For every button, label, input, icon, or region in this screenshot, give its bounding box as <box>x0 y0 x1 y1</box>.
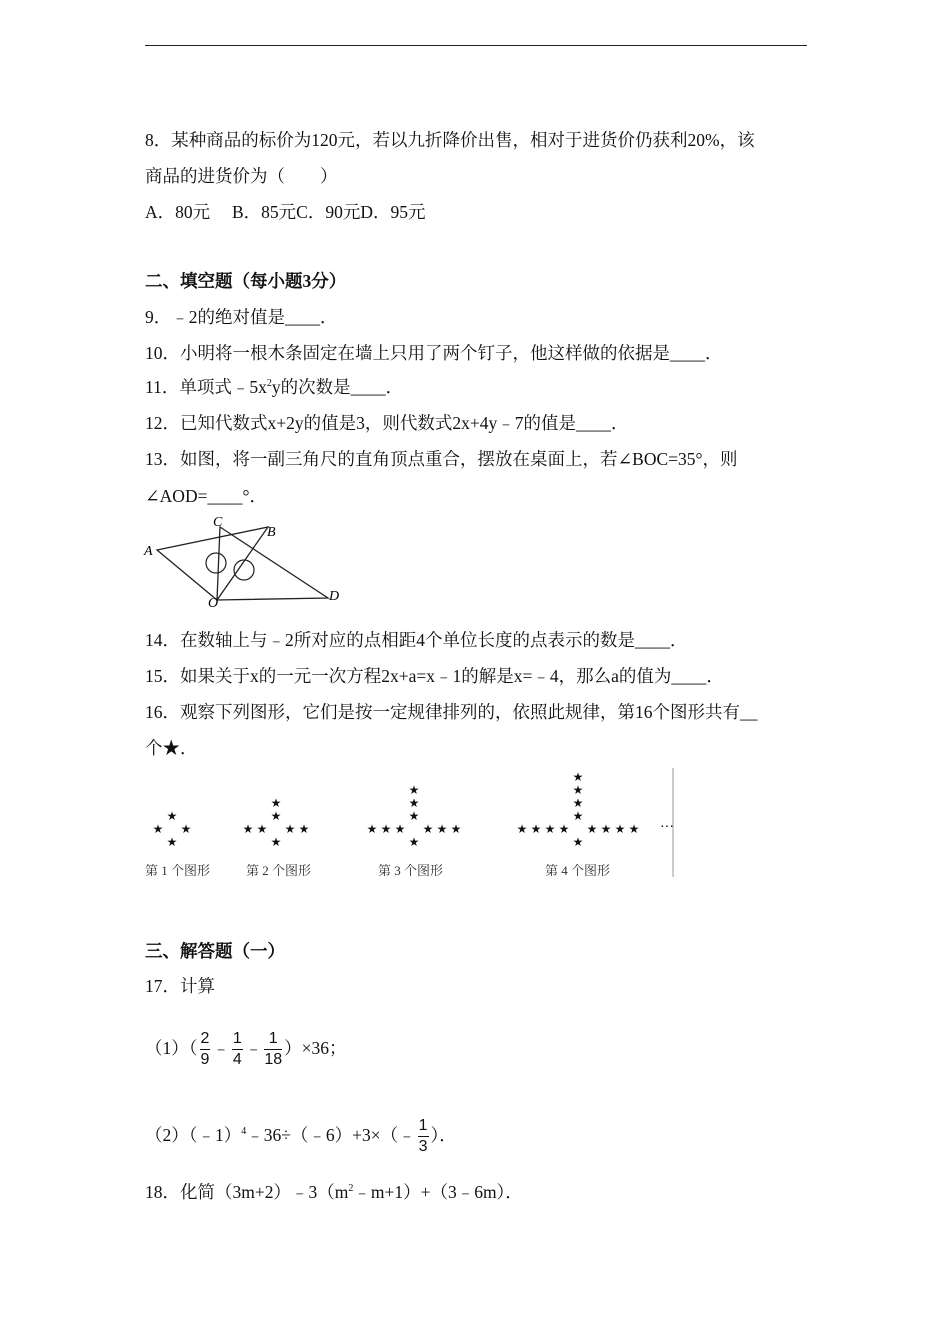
q13-line1: 13．如图，将一副三角尺的直角顶点重合，摆放在桌面上，若∠BOC=35°，则 <box>145 449 738 469</box>
star-fig3-up-3: ★ <box>408 783 420 797</box>
label-b: B <box>267 525 276 540</box>
star-fig4-left-3: ★ <box>530 822 542 836</box>
circle-left <box>206 553 226 573</box>
caption-2: 第 2 个图形 <box>246 863 312 878</box>
q17-p2-sup: 4 <box>241 1126 247 1137</box>
fraction-1-4 <box>232 1031 243 1068</box>
caption-4: 第 4 个图形 <box>545 863 611 878</box>
star-fig1-right-1: ★ <box>180 822 192 836</box>
q17-p2-close: ）． <box>430 1124 457 1145</box>
star-fig3-left-2: ★ <box>380 822 392 836</box>
star-fig3-right-3: ★ <box>450 822 462 836</box>
header-rule <box>145 45 807 46</box>
label-d: D <box>329 589 340 604</box>
section3-title: 三、解答题（一） <box>145 941 285 961</box>
q17-p1-minus1: ﹣ <box>212 1038 230 1058</box>
frac3-numerator: 1 <box>264 1031 282 1050</box>
star-fig4-up-1: ★ <box>572 809 584 823</box>
q17-part2 <box>145 1112 457 1155</box>
star-fig4-right-2: ★ <box>600 822 612 836</box>
q14: 14．在数轴上与﹣2所对应的点相距4个单位长度的点表示的数是____． <box>145 630 688 650</box>
star-fig4-left-1: ★ <box>558 822 570 836</box>
star-fig3-up-2: ★ <box>408 796 420 810</box>
star-fig4-up-2: ★ <box>572 796 584 810</box>
q18-prefix: 18．化简（3m+2）﹣3（m <box>145 1182 349 1202</box>
q18-sup: 2 <box>348 1183 354 1195</box>
q8-options: A．80元 B．85元C．90元D．95元 <box>145 202 426 222</box>
star-fig4-up-4: ★ <box>572 770 584 784</box>
label-a: A <box>144 544 153 559</box>
q11-suffix: y的次数是____． <box>271 377 404 397</box>
q17-p2-label: （2） <box>145 1124 189 1145</box>
q8-line2: 商品的进货价为（ ） <box>145 166 338 186</box>
star-fig4-left-2: ★ <box>544 822 556 836</box>
q11-prefix: 11．单项式﹣5x <box>145 377 267 397</box>
q10: 10．小明将一根木条固定在墙上只用了两个钉子，他这样做的依据是____． <box>145 343 723 363</box>
fraction-1-18 <box>264 1031 282 1068</box>
star-fig2-left-2: ★ <box>242 822 254 836</box>
section2-title: 二、填空题（每小题3分） <box>145 271 347 291</box>
q13-line2: ∠AOD=____°． <box>145 486 267 506</box>
circle-right <box>234 560 254 580</box>
fraction-1-3 <box>418 1118 429 1155</box>
q17-p2-open: （﹣1） <box>188 1124 242 1145</box>
q11-sup: 2 <box>266 378 272 390</box>
q16-line2: 个★． <box>145 738 198 758</box>
fraction-2-9 <box>200 1031 211 1068</box>
q8-line1: 8．某种商品的标价为120元，若以九折降价出售，相对于进货价仍获利20%，该 <box>145 130 755 150</box>
star-fig3-down: ★ <box>408 835 420 849</box>
q17-p1-close: ）×36； <box>284 1038 347 1058</box>
star-fig2-up-1: ★ <box>270 809 282 823</box>
star-fig2-down: ★ <box>270 835 282 849</box>
frac4-denominator: 3 <box>418 1138 428 1156</box>
star-fig1-up-1: ★ <box>166 809 178 823</box>
q9: 9．﹣2的绝对值是____． <box>145 307 338 327</box>
star-fig3-right-1: ★ <box>422 822 434 836</box>
star-fig1-down: ★ <box>166 835 178 849</box>
q18-suffix: ﹣m+1）+（3﹣6m）． <box>353 1182 523 1202</box>
q17-p1-label: （1） <box>145 1038 189 1058</box>
q15: 15．如果关于x的一元一次方程2x+a=x﹣1的解是x=﹣4，那么a的值为____． <box>145 666 724 686</box>
frac3-denominator: 18 <box>264 1051 283 1069</box>
frac2-numerator: 1 <box>232 1031 243 1050</box>
frac1-numerator: 2 <box>200 1031 211 1050</box>
ellipsis: … <box>660 816 674 831</box>
star-fig3-right-2: ★ <box>436 822 448 836</box>
q11 <box>145 374 403 399</box>
triangle-figure <box>140 512 345 612</box>
q17-p2-middle: ﹣36÷（﹣6）+3×（﹣ <box>246 1124 416 1145</box>
star-fig2-up-2: ★ <box>270 796 282 810</box>
star-fig3-left-3: ★ <box>366 822 378 836</box>
q17-p1-minus2: ﹣ <box>244 1038 263 1058</box>
q17-part1 <box>145 1028 346 1068</box>
star-fig2-left-1: ★ <box>256 822 268 836</box>
star-fig4-right-4: ★ <box>628 822 640 836</box>
q17-title: 17．计算 <box>145 976 215 996</box>
star-layer <box>153 770 640 849</box>
q18 <box>145 1179 523 1204</box>
q16-line1: 16．观察下列图形，它们是按一定规律排列的，依照此规律，第16个图形共有__ <box>145 702 758 722</box>
star-fig4-right-3: ★ <box>614 822 626 836</box>
caption-3: 第 3 个图形 <box>378 863 444 878</box>
star-fig4-right-1: ★ <box>586 822 598 836</box>
label-o: O <box>208 596 219 611</box>
label-c: C <box>213 515 223 530</box>
q12: 12．已知代数式x+2y的值是3，则代数式2x+4y﹣7的值是____． <box>145 413 629 433</box>
star-fig4-left-4: ★ <box>516 822 528 836</box>
star-fig4-up-3: ★ <box>572 783 584 797</box>
star-fig2-right-2: ★ <box>298 822 310 836</box>
star-pattern-figure <box>140 765 680 880</box>
frac2-denominator: 4 <box>232 1051 242 1069</box>
star-fig2-right-1: ★ <box>284 822 296 836</box>
star-fig1-left-1: ★ <box>152 822 164 836</box>
q17-p1-open: （ <box>188 1038 198 1058</box>
frac1-denominator: 9 <box>200 1051 210 1069</box>
star-fig3-up-1: ★ <box>408 809 420 823</box>
star-fig3-left-1: ★ <box>394 822 406 836</box>
star-fig4-down: ★ <box>572 835 584 849</box>
caption-1: 第 1 个图形 <box>145 863 211 878</box>
frac4-numerator: 1 <box>418 1118 429 1137</box>
